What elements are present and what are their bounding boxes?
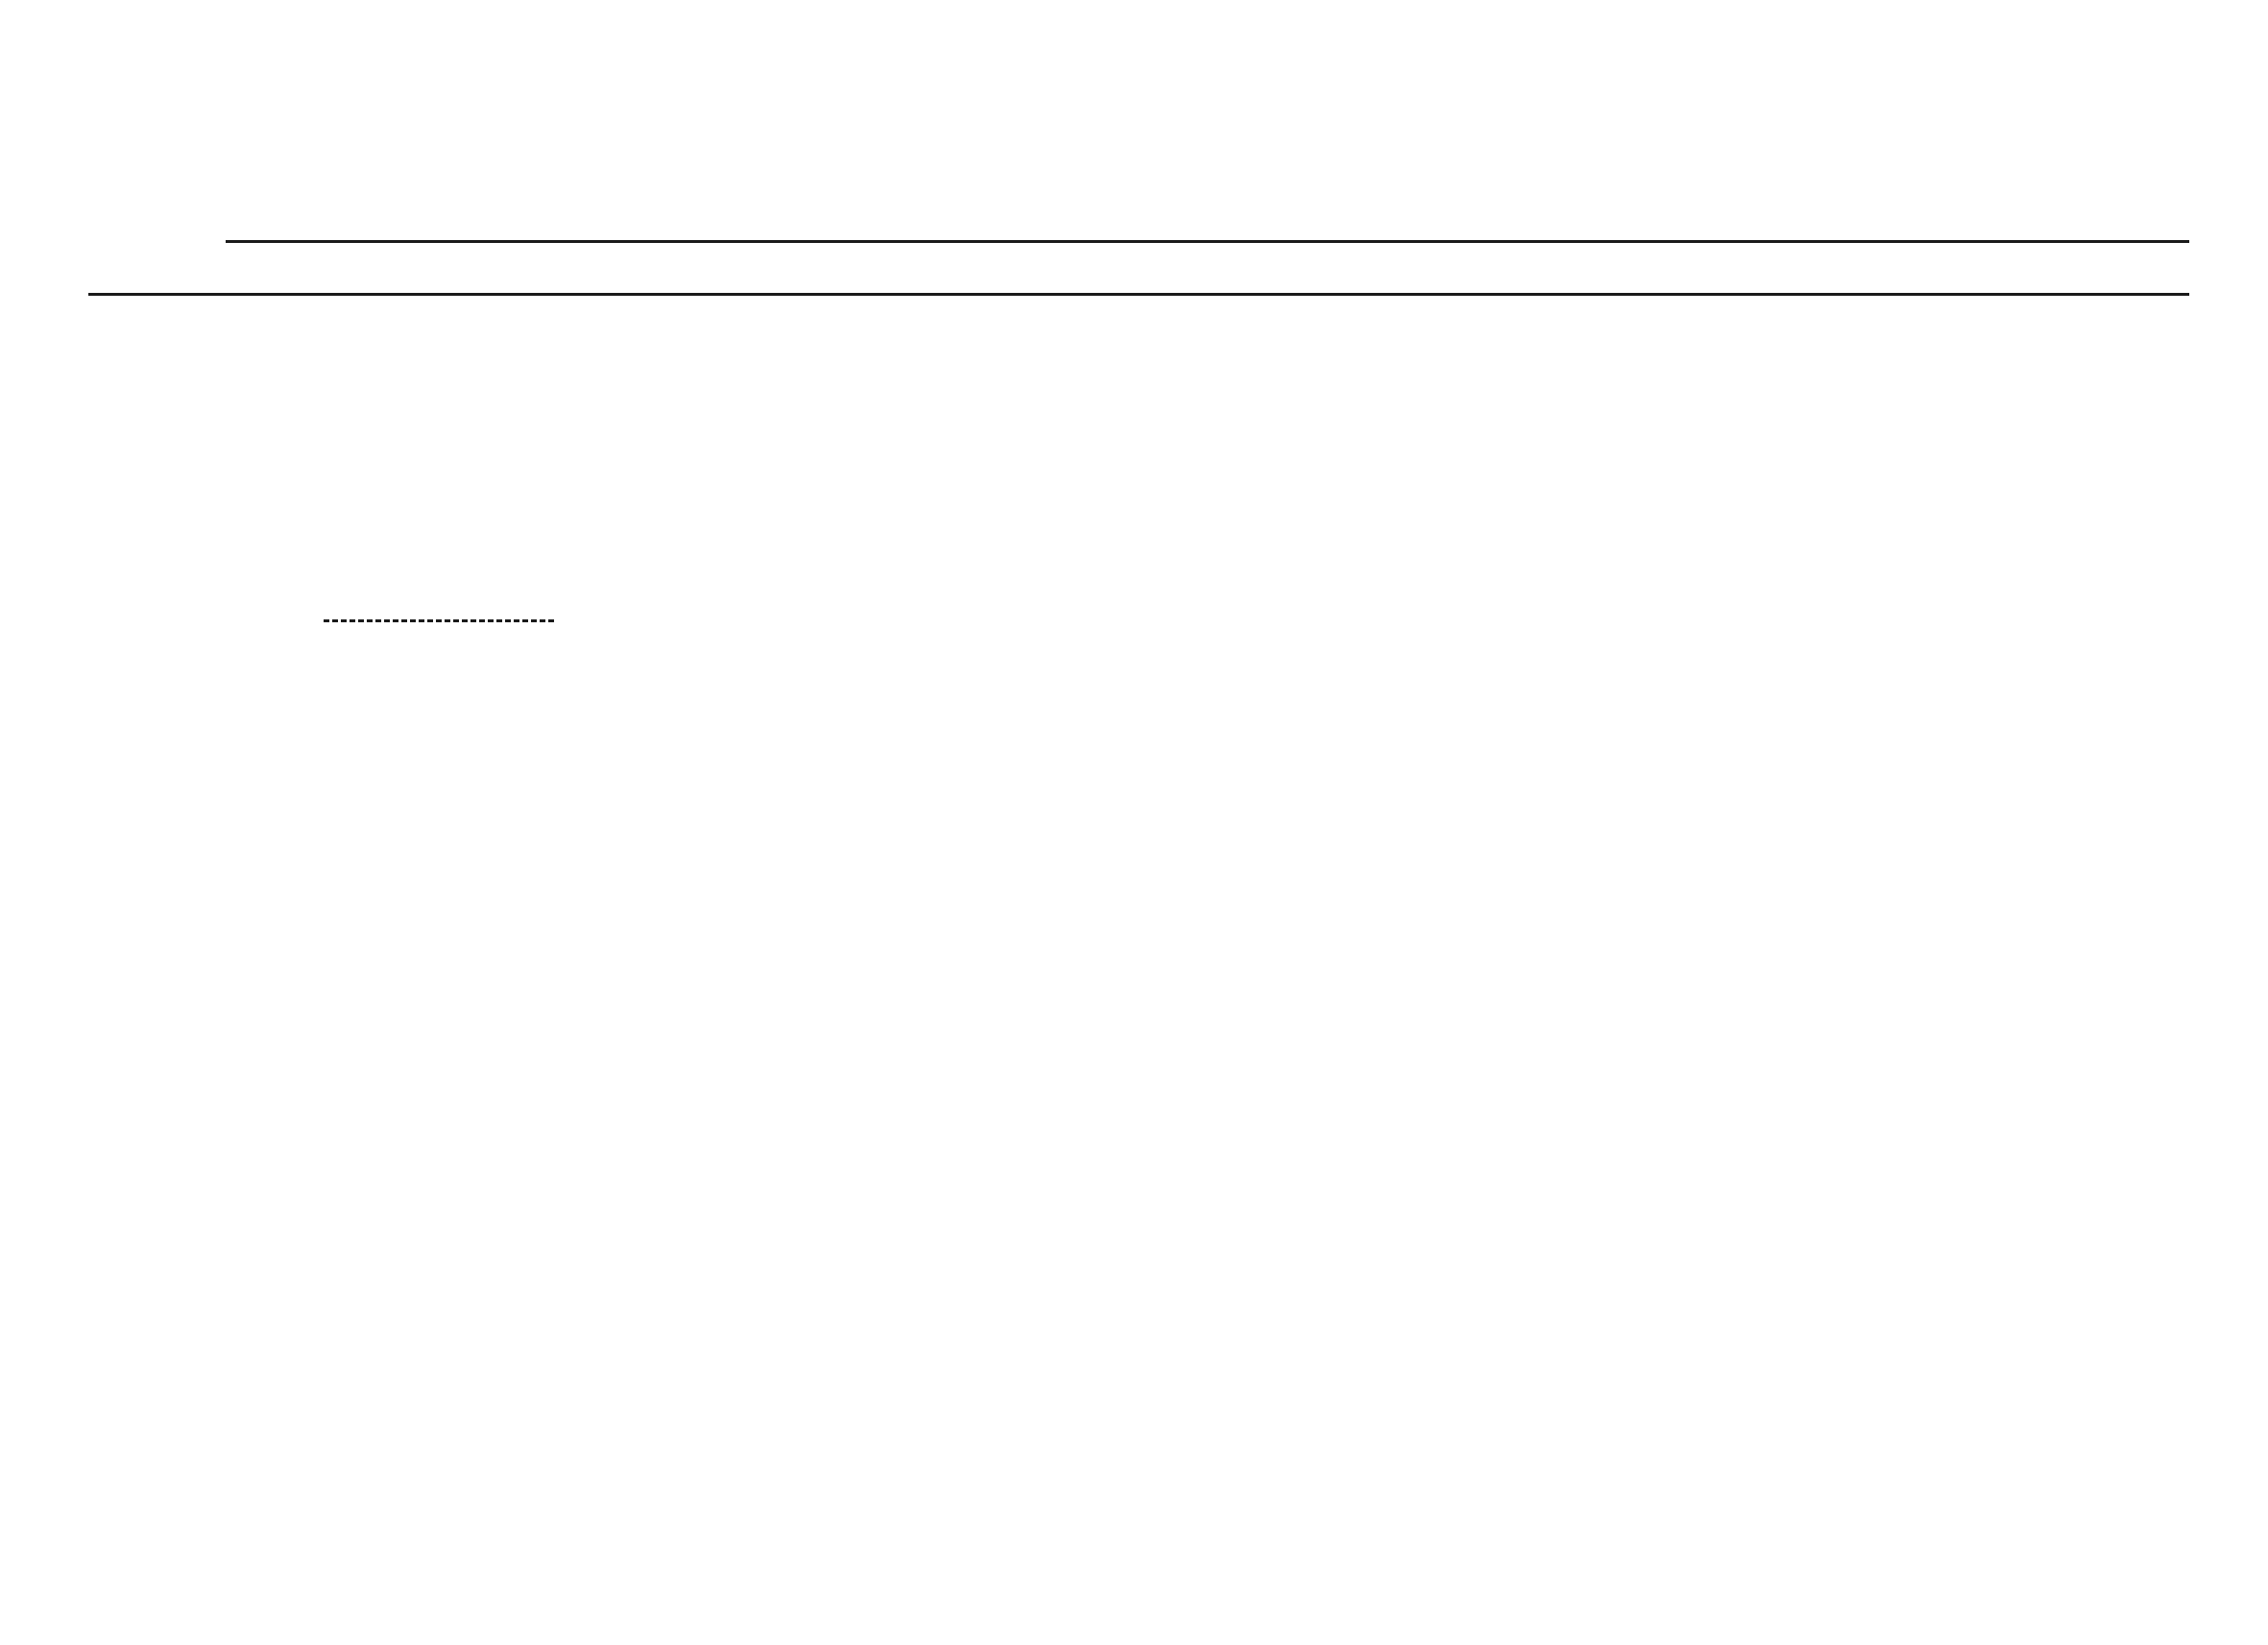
top-rule xyxy=(226,240,2189,243)
header-rule xyxy=(88,293,2189,296)
section-underline xyxy=(324,619,554,622)
